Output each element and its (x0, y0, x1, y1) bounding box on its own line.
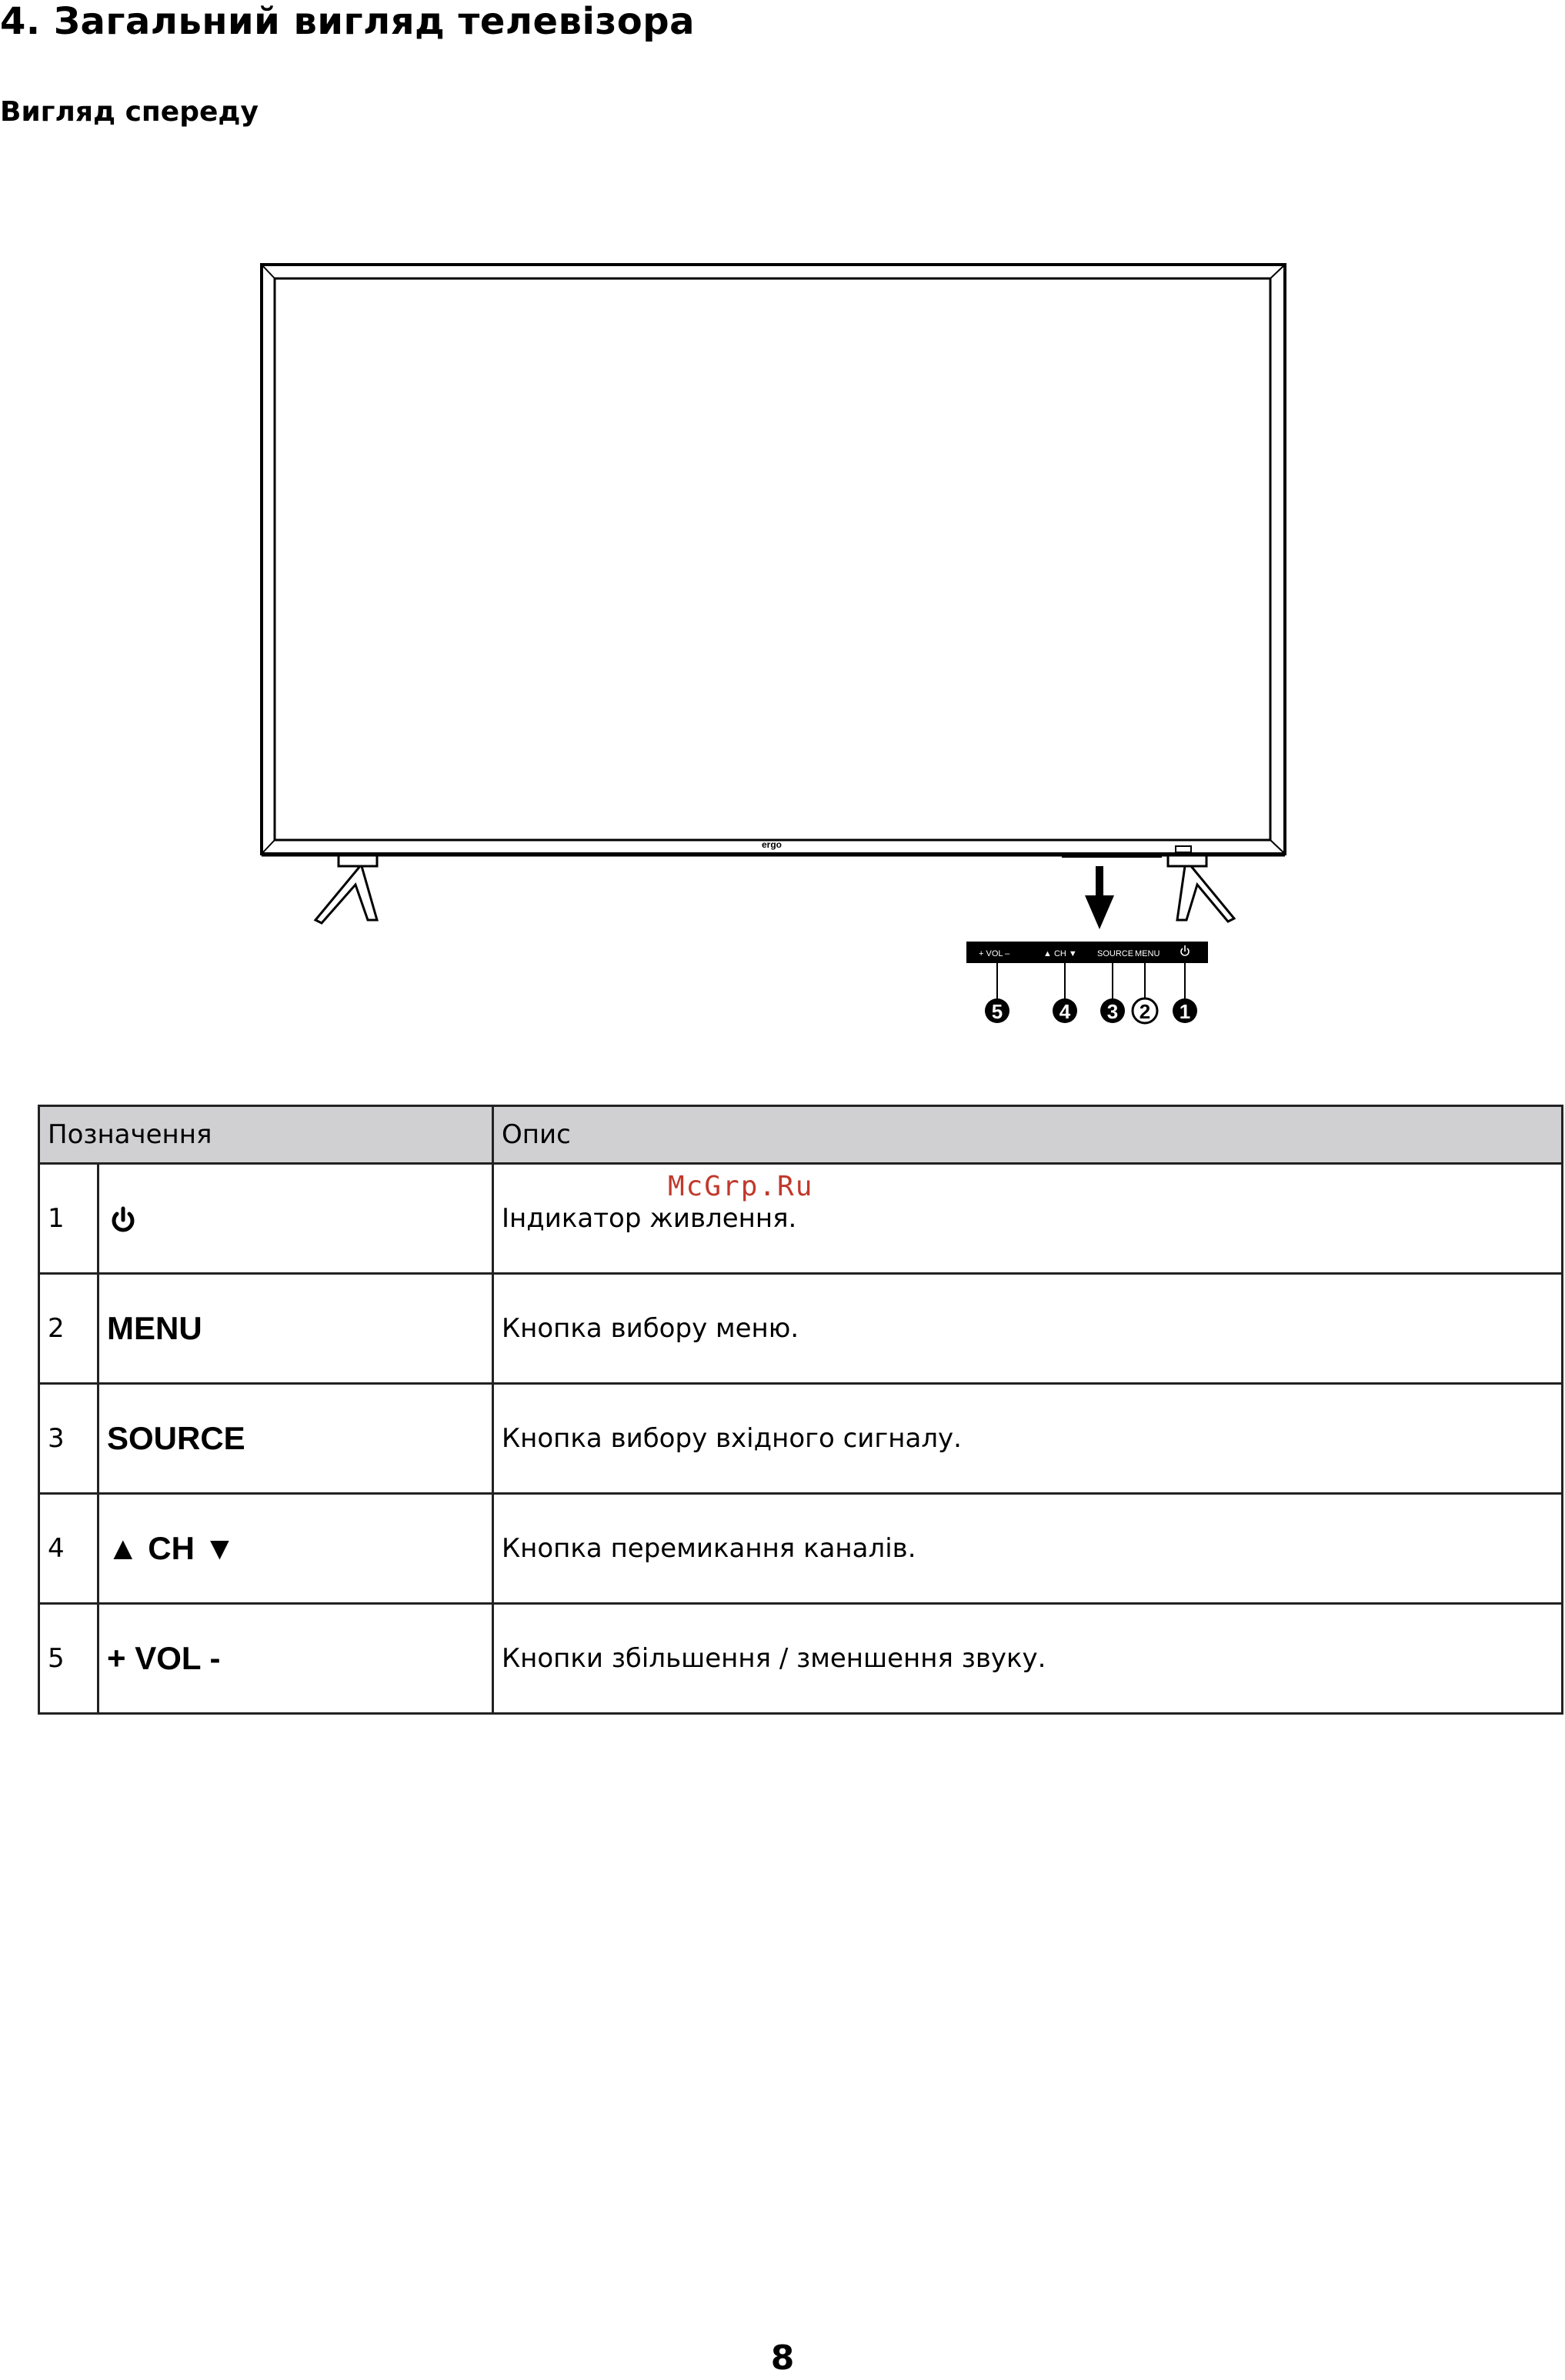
tv-front-view-diagram (0, 0, 1565, 1077)
arrow-down-icon (1085, 866, 1114, 929)
brand-logo: ergo (761, 839, 782, 850)
panel-label-vol: + VOL – (979, 949, 1010, 958)
svg-text:4: 4 (1059, 1000, 1071, 1023)
controls-legend-table (38, 1105, 1563, 1715)
svg-text:5: 5 (991, 1000, 1003, 1023)
table-row (39, 1494, 1563, 1604)
row-description: Кнопка перемикання каналів. (493, 1494, 1563, 1604)
callout-4 (1053, 998, 1077, 1023)
panel-label-ch: ▲ CH ▼ (1043, 949, 1077, 958)
table-row (39, 1604, 1563, 1714)
watermark: McGrp.Ru (668, 1171, 814, 1202)
table-row (39, 1384, 1563, 1494)
row-description: Кнопка вибору вхідного сигналу. (493, 1384, 1563, 1494)
panel-label-menu: MENU (1135, 949, 1160, 958)
page-title: 4. Загальний вигляд телевізора (0, 0, 696, 43)
row-key: SOURCE (98, 1384, 493, 1494)
table-row (39, 1164, 1563, 1274)
power-icon (107, 1205, 139, 1237)
svg-text:1: 1 (1179, 1000, 1191, 1023)
callout-1 (1173, 998, 1197, 1023)
callout-2 (1133, 998, 1157, 1023)
tv-bezel (262, 265, 1285, 854)
header-designation: Позначення (39, 1106, 493, 1164)
row-number: 2 (39, 1274, 98, 1384)
svg-text:3: 3 (1106, 1000, 1119, 1023)
row-key: ▲ CH ▼ (98, 1494, 493, 1604)
row-description: Кнопка вибору меню. (493, 1274, 1563, 1384)
tv-screen (275, 278, 1270, 840)
row-number: 4 (39, 1494, 98, 1604)
header-description: Опис (493, 1106, 1563, 1164)
row-key (98, 1164, 493, 1274)
section-subtitle: Вигляд спереду (0, 96, 259, 128)
page-number: 8 (770, 2338, 795, 2378)
row-number: 1 (39, 1164, 98, 1274)
callout-5 (985, 998, 1009, 1023)
svg-text:2: 2 (1139, 1000, 1151, 1023)
panel-label-source: SOURCE (1097, 949, 1134, 958)
row-number: 5 (39, 1604, 98, 1714)
row-key: MENU (98, 1274, 493, 1384)
row-description: Індикатор живлення. (493, 1164, 1563, 1274)
callout-leaders (997, 963, 1185, 1002)
table-row (39, 1274, 1563, 1384)
row-number: 3 (39, 1384, 98, 1494)
left-stand (315, 856, 377, 923)
table-header-row (39, 1106, 1563, 1164)
row-key: + VOL - (98, 1604, 493, 1714)
callout-3 (1100, 998, 1125, 1023)
row-description: Кнопки збільшення / зменшення звуку. (493, 1604, 1563, 1714)
right-stand (1168, 856, 1234, 922)
